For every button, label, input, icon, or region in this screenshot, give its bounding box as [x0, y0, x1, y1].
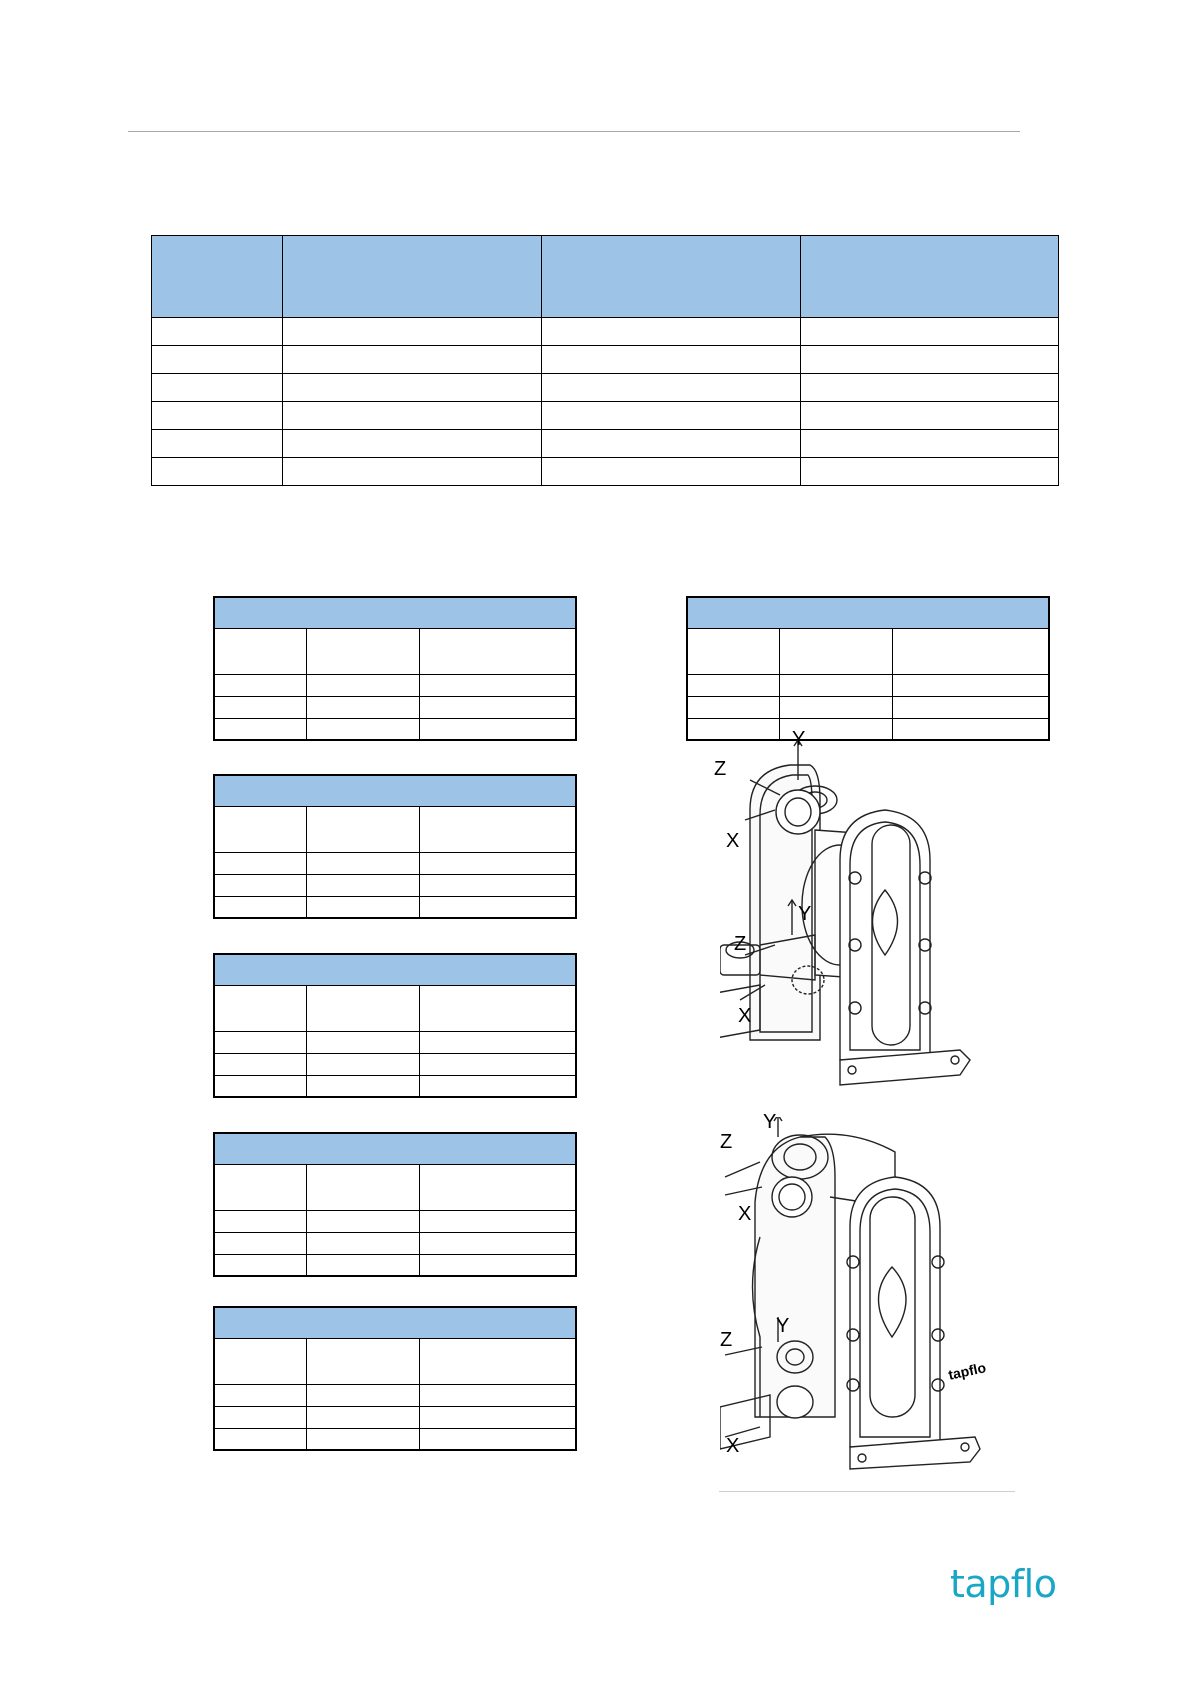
small-table-1: [213, 596, 577, 741]
axis-label-z: Z: [734, 933, 747, 955]
axis-label-x: X: [726, 1435, 740, 1457]
table-row: [687, 674, 1049, 696]
logo-text: tapflo: [950, 1562, 1057, 1606]
table-row: [152, 318, 1059, 346]
header-rule: [128, 131, 1020, 132]
small-table-header-row: [214, 1164, 576, 1210]
small-table-title-row: [687, 597, 1049, 628]
table-row: [214, 1428, 576, 1450]
small-table-5: [213, 1306, 577, 1451]
small-table-header-row: [214, 628, 576, 674]
small-table-title-row: [214, 775, 576, 806]
table-row: [214, 1232, 576, 1254]
table-row: [152, 430, 1059, 458]
pump-drawing-1: [714, 728, 1020, 1100]
table-row: [214, 1254, 576, 1276]
pump-drawing-2: [720, 1111, 1020, 1487]
main-table-header-cell: [152, 236, 283, 318]
small-table-title-row: [214, 1133, 576, 1164]
main-table-header-cell: [801, 236, 1059, 318]
table-row: [214, 674, 576, 696]
small-table-3: [213, 953, 577, 1098]
table-row: [152, 374, 1059, 402]
main-table: [151, 235, 1059, 486]
small-table-title-row: [214, 597, 576, 628]
pump-brand-mark: tapflo: [946, 1359, 988, 1383]
table-row: [214, 696, 576, 718]
axis-label-y: Y: [792, 728, 806, 750]
axis-label-y: Y: [776, 1315, 790, 1337]
small-table-header-row: [214, 1338, 576, 1384]
table-row: [214, 1406, 576, 1428]
small-table-4: [213, 1132, 577, 1277]
table-row: [214, 1210, 576, 1232]
axis-label-z: Z: [720, 1329, 733, 1351]
axis-label-y: Y: [763, 1111, 777, 1133]
small-table-2: [213, 774, 577, 919]
small-table-title-row: [214, 1307, 576, 1338]
axis-label-x: X: [726, 830, 740, 852]
axis-label-x: X: [738, 1005, 752, 1027]
small-table-header-row: [214, 806, 576, 852]
small-table-title-row: [214, 954, 576, 985]
axis-label-z: Z: [714, 758, 727, 780]
figure-caption-rule: [719, 1491, 1015, 1492]
main-table-header-cell: [542, 236, 801, 318]
table-row: [214, 1384, 576, 1406]
table-row: [152, 458, 1059, 486]
axis-label-y: Y: [798, 903, 812, 925]
small-table-header-row: [687, 628, 1049, 674]
main-table-header-cell: [283, 236, 542, 318]
table-row: [214, 718, 576, 740]
axis-label-x: X: [738, 1203, 752, 1225]
table-row: [214, 852, 576, 874]
table-row: [214, 1031, 576, 1053]
small-table-6: [686, 596, 1050, 741]
table-row: [214, 874, 576, 896]
table-row: [152, 346, 1059, 374]
table-row: [214, 1075, 576, 1097]
tapflo-logo: [950, 1562, 1057, 1606]
main-table-header-row: [152, 236, 1059, 318]
table-row: [152, 402, 1059, 430]
table-row: [214, 1053, 576, 1075]
table-row: [687, 718, 1049, 740]
table-row: [214, 896, 576, 918]
axis-label-z: Z: [720, 1131, 733, 1153]
table-row: [687, 696, 1049, 718]
small-table-header-row: [214, 985, 576, 1031]
